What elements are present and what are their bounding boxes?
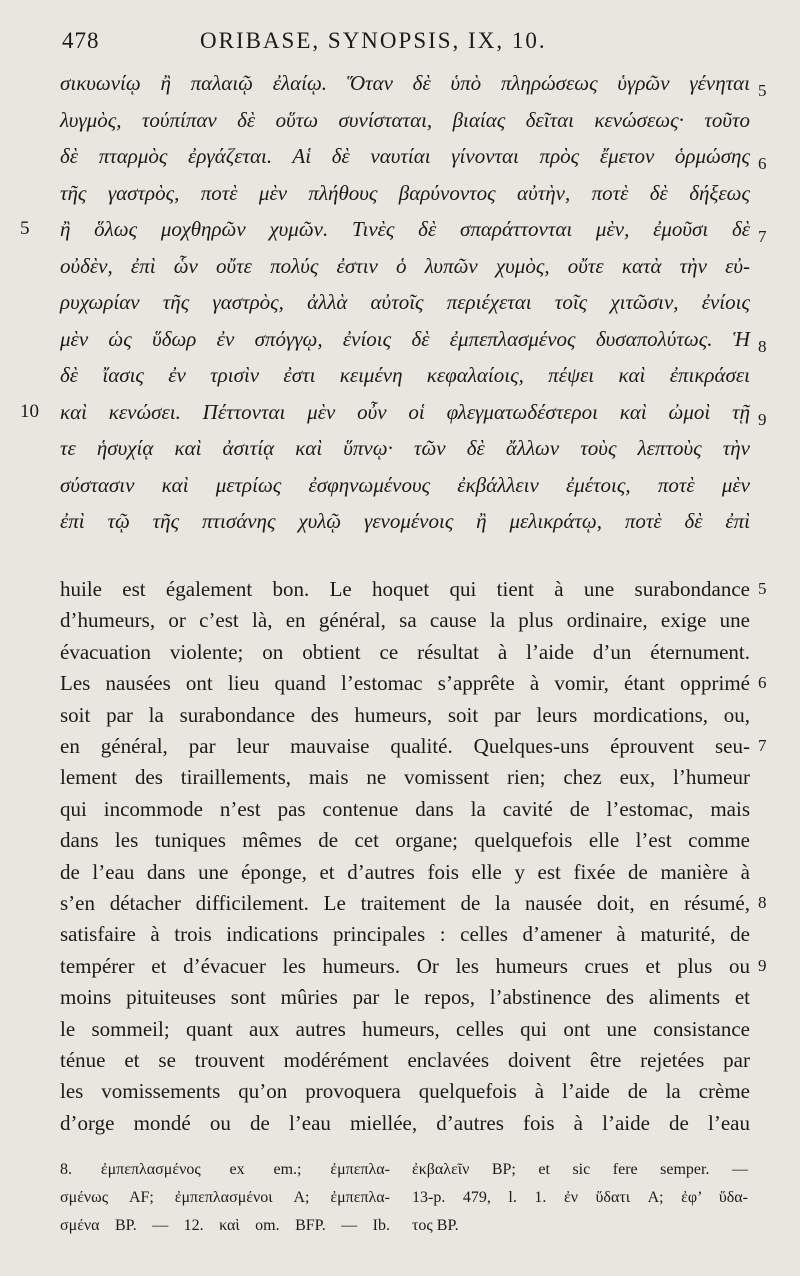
french-line-text: Les nausées ont lieu quand l’estomac s’apprête à vomir, étant opprimé [60,671,750,696]
french-line-text: les vomissements qu’on provoquera quelquefois à l’aide de la crème [60,1079,750,1104]
footnote-line: τος BP. [412,1217,459,1234]
section-number: 6 [758,673,767,693]
french-line [0,982,800,1012]
greek-line-text: δὲ ἴασις ἐν τρισὶν ἐστι κειμένη κεφαλαίοις, πέψει καὶ ἐπικράσει [60,363,750,387]
section-number: 7 [758,736,767,755]
greek-line-text: τε ἡσυχίᾳ καὶ ἀσιτίᾳ καὶ ὕπνῳ· τῶν δὲ ἄλλων τοὺς λεπτοὺς τὴν [60,436,750,460]
greek-line-text: δὲ πταρμὸς ἐργάζεται. Αἱ δὲ ναυτίαι γίνονται πρὸς ἔμετον ὁρμώσης [60,144,750,168]
french-line [0,951,800,981]
section-number: 9 [758,955,767,975]
french-line-text: satisfaire à trois indications principales : celles d’amener à maturité, de [60,922,750,947]
french-line-text: lement des tiraillements, mais ne vomissent rien; chez eux, l’humeur [60,765,750,790]
french-line [0,1076,800,1106]
greek-line [0,433,800,463]
french-line [0,919,800,949]
footnotes-right-column [412,1156,748,1240]
greek-line-text: οὐδὲν, ἐπὶ ὧν οὔτε πολύς ἐστιν ὁ λυπῶν χυμὸς, οὔτε κατὰ τὴν εὐ- [60,253,750,278]
french-line-text: évacuation violente; on obtient ce résultat à l’aide d’un éternument. [60,639,750,664]
greek-line-text: σικυωνίῳ ἢ παλαιῷ ἐλαίῳ. Ὅταν δὲ ὑπὸ πληρώσεως ὑγρῶν γένηται [60,71,750,95]
french-line-text: tempérer et d’évacuer les humeurs. Or les humeurs crues et plus ou [60,953,750,978]
section-number: 9 [758,409,767,429]
running-head: ORIBASE, SYNOPSIS, IX, 10. [200,28,547,53]
greek-line [0,324,800,354]
greek-line [0,178,800,208]
section-number: 5 [758,81,767,100]
section-number: 6 [758,154,767,173]
section-number: 5 [758,579,767,598]
footnotes-left-column [60,1156,390,1240]
page-number: 478 [62,28,100,53]
french-line [0,762,800,792]
greek-line-text: ἢ ὅλως μοχθηρῶν χυμῶν. Τινὲς δὲ σπαράττονται μὲν, ἐμοῦσι δὲ [60,217,750,241]
footnote-line: ἐκβαλεῖν BP; et sic fere semper. — [412,1161,748,1178]
greek-line [0,360,800,390]
french-line [0,668,800,698]
greek-line [0,214,800,244]
section-number: 8 [758,893,767,912]
line-number: 5 [20,218,30,239]
greek-line [0,397,800,427]
greek-line-text: μὲν ὡς ὕδωρ ἐν σπόγγῳ, ἐνίοις δὲ ἐμπεπλασμένος δυσαπολύτως. Ἡ [60,326,750,351]
greek-line [0,506,800,536]
french-line [0,700,800,730]
footnote-line: σμένως AF; ἐμπεπλασμένοι A; ἐμπεπλα- [60,1189,390,1206]
section-number: 8 [758,336,767,356]
french-line [0,794,800,824]
french-line-text: dans les tuniques mêmes de cet organe; quelquefois elle l’est comme [60,828,750,853]
french-line [0,637,800,667]
french-line-text: s’en détacher difficilement. Le traitement de la nausée doit, en résumé, [60,891,750,915]
footnote-line: 13-p. 479, l. 1. ἐν ὕδατι A; ἐφ’ ὕδα- [412,1189,748,1206]
french-line [0,1045,800,1075]
french-line [0,605,800,635]
footnote-line: σμένα BP. — 12. καὶ om. BFP. — Ib. [60,1217,390,1234]
french-line-text: huile est également bon. Le hoquet qui tient à une surabondance [60,577,750,601]
greek-line-text: ρυχωρίαν τῆς γαστρὸς, ἀλλὰ αὐτοῖς περιέχεται τοῖς χιτῶσιν, ἐνίοις [60,290,750,314]
greek-line-text: σύστασιν καὶ μετρίως ἐσφηνωμένους ἐκβάλλειν ἐμέτοις, ποτὲ μὲν [60,472,750,497]
greek-line [0,287,800,317]
french-line-text: d’humeurs, or c’est là, en général, sa cause la plus ordinaire, exige une [60,608,750,633]
greek-line-text: λυγμὸς, τούπίπαν δὲ οὕτω συνίσταται, βιαίας δεῖται κενώσεως· τοῦτο [60,107,750,132]
french-line-text: de l’eau dans une éponge, et d’autres fois elle y est fixée de manière à [60,859,750,884]
french-line-text: ténue et se trouvent modérément enclavées doivent être rejetées par [60,1048,750,1072]
greek-line [0,141,800,171]
greek-line [0,105,800,135]
french-line-text: qui incommode n’est pas contenue dans la cavité de l’estomac, mais [60,796,750,821]
french-line [0,574,800,604]
french-line [0,888,800,918]
line-number: 10 [20,400,39,422]
greek-line-text: καὶ κενώσει. Πέττονται μὲν οὖν οἱ φλεγματωδέστεροι καὶ ὠμοὶ τῇ [60,399,750,424]
greek-line-text: ἐπὶ τῷ τῆς πτισάνης χυλῷ γενομένοις ἢ μελικράτῳ, ποτὲ δὲ ἐπὶ [60,509,750,533]
french-line [0,1014,800,1044]
footnote-line: 8. ἐμπεπλασμένος ex em.; ἐμπεπλα- [60,1161,390,1178]
french-line-text: soit par la surabondance des humeurs, soit par leurs mordications, ou, [60,702,750,727]
greek-line [0,470,800,500]
french-line [0,731,800,761]
greek-line-text: τῆς γαστρὸς, ποτὲ μὲν πλήθους βαρύνοντος αὐτὴν, ποτὲ δὲ δήξεως [60,180,750,205]
french-line-text: le sommeil; quant aux autres humeurs, celles qui ont une consistance [60,1016,750,1041]
french-line [0,857,800,887]
greek-line [0,68,800,98]
french-line [0,1108,800,1138]
french-line-text: d’orge mondé ou de l’eau miellée, d’autres fois à l’aide de l’eau [60,1110,750,1135]
page-header [0,28,800,62]
french-line-text: en général, par leur mauvaise qualité. Quelques-uns éprouvent seu- [60,734,750,758]
section-number: 7 [758,227,767,246]
french-line-text: moins pituiteuses sont mûries par le repos, l’abstinence des aliments et [60,985,750,1010]
greek-line [0,251,800,281]
french-line [0,825,800,855]
